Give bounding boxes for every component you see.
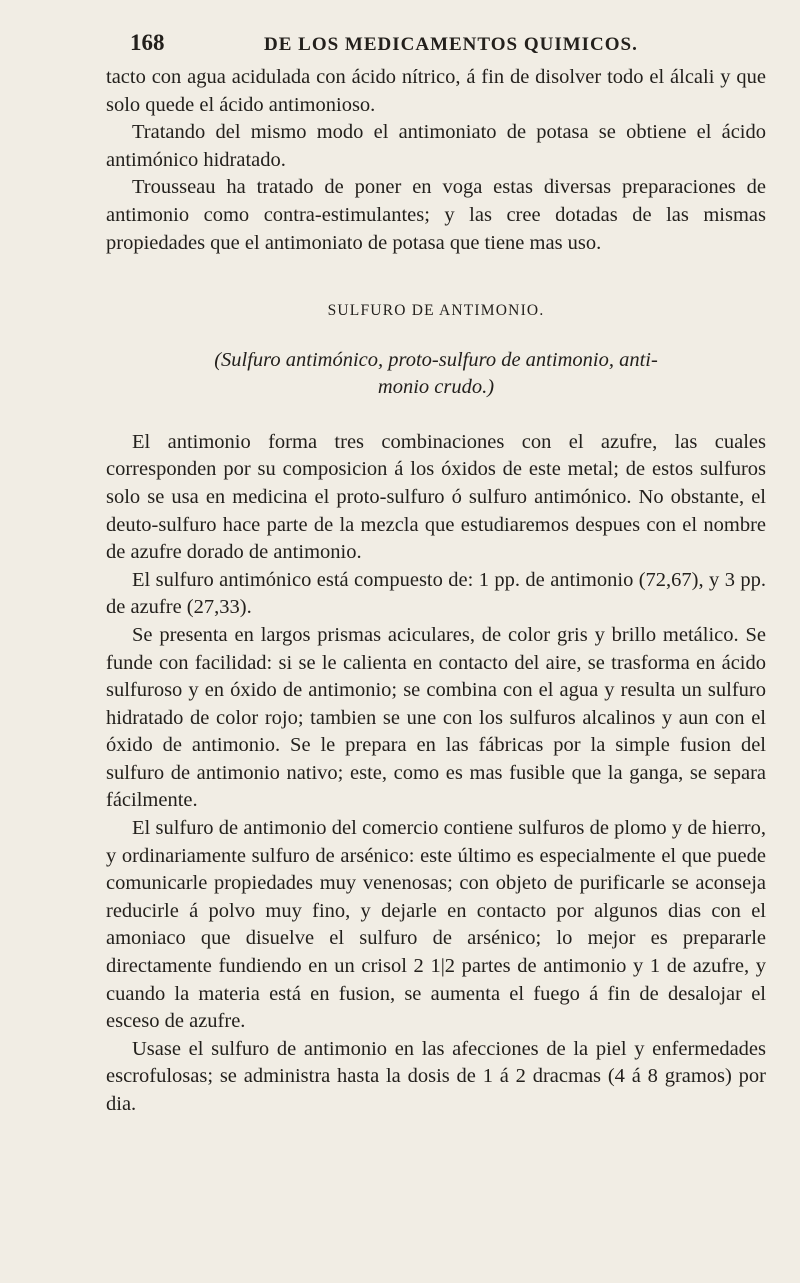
paragraph: Se presenta en largos prismas aciculares, de color gris y brillo metálico. Se funde con facilidad: si se le calienta en contacto del aire, se trasforma en ácido sulfuroso y en óxido de antimonio; se combina con el agua y resulta un sulfuro hidratado de color rojo; tambien se une con los sulfuros alcalinos y aun con el óxido de antimonio. Se le prepara en las fábricas por la simple fusion del sulfuro de antimonio nativo; este, como es mas fusible que la ganga, se separa fácilmente. <box>106 623 766 812</box>
paragraph: El sulfuro antimónico está compuesto de: 1 pp. de antimonio (72,67), y 3 pp. de azufre (27,33). <box>106 568 766 619</box>
running-head <box>106 30 766 64</box>
subtitle-line: (Sulfuro antimónico, proto-sulfuro de antimonio, anti- <box>214 348 658 371</box>
body-text <box>106 64 766 1119</box>
paragraph: Tratando del mismo modo el antimoniato de potasa se obtiene el ácido antimónico hidratado. <box>106 121 766 171</box>
section-heading: SULFURO DE ANTIMONIO. <box>327 302 545 320</box>
paragraph: El sulfuro de antimonio del comercio contiene sulfuros de plomo y de hierro, y ordinariamente sulfuro de arsénico: este último es especialmente el que puede comunicarle propiedades muy venenosas; con objeto de purificarle se aconseja reducirle á polvo muy fino, y dejarle en contacto por algunos dias con el amoniaco que disuelve el sulfuro de arsénico; lo mejor es prepararle directamente fundiendo en un crisol 2 1|2 partes de antimonio y 1 de azufre, y cuando la materia está en fusion, se aumenta el fuego á fin de desalojar el esceso de azufre. <box>106 817 766 1033</box>
paragraph: El antimonio forma tres combinaciones con el azufre, las cuales corresponden por su composicion á los óxidos de este metal; de estos sulfuros solo se usa en medicina el proto-sulfuro ó sulfuro antimónico. No obstante, el deuto-sulfuro hace parte de la mezcla que estudiaremos despues con el nombre de azufre dorado de antimonio. <box>106 430 766 564</box>
book-page <box>106 30 766 1119</box>
section-subtitle <box>106 347 766 401</box>
running-head-title: DE LOS MEDICAMENTOS QUIMICOS. <box>264 34 638 55</box>
subtitle-line: monio crudo.) <box>377 375 495 398</box>
paragraph: tacto con agua acidulada con ácido nítrico, á fin de disolver todo el álcali y que solo quede el ácido antimonioso. <box>106 66 766 116</box>
paragraph: Trousseau ha tratado de poner en voga estas diversas preparaciones de antimonio como contra-estimulantes; y las cree dotadas de las mismas propiedades que el antimoniato de potasa que tiene mas uso. <box>106 176 766 254</box>
paragraph: Usase el sulfuro de antimonio en las afecciones de la piel y enfermedades escrofulosas; se administra hasta la dosis de 1 á 2 dracmas (4 á 8 gramos) por dia. <box>106 1037 766 1115</box>
page-number: 168 <box>130 30 165 55</box>
